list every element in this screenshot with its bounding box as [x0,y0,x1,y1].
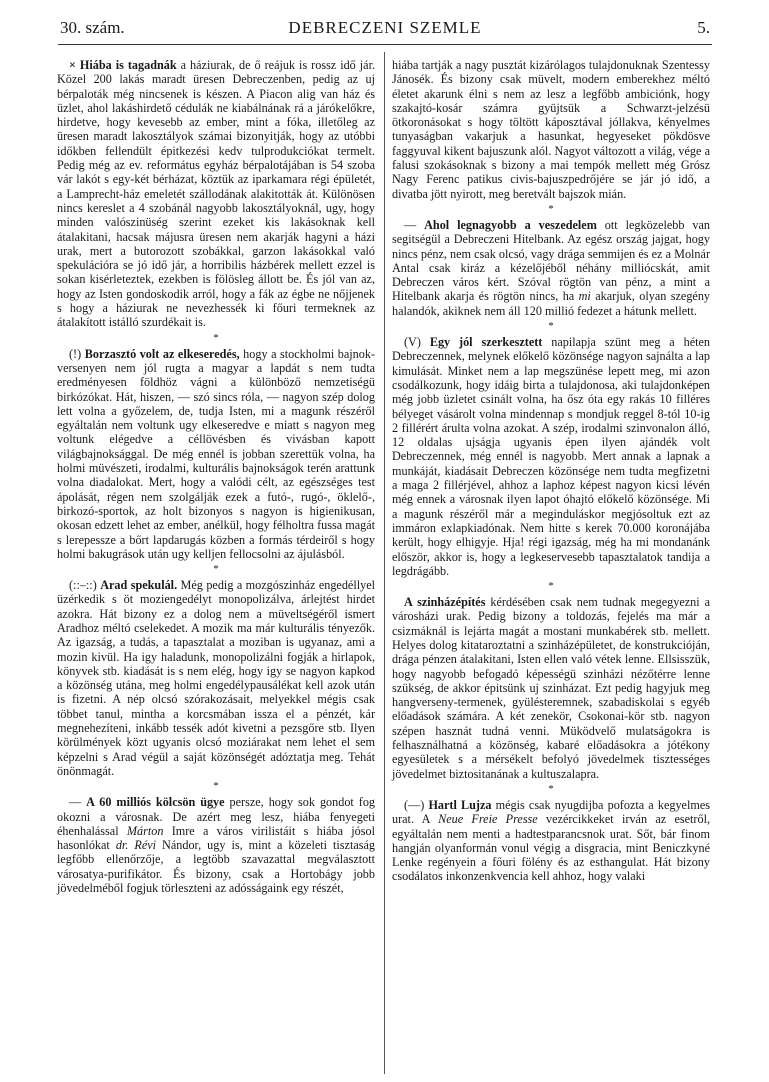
article-lead: Hartl Lujza [428,797,492,812]
article-body: mégis csak nyugdijba pofozta a kegyelmes urat. A [392,797,710,827]
article-body: Még pedig a mozgószinház engedéllyel üzérkedik s öt moziengedélyt monopolizálva, árlejtést hirdet azokra. Hát bizony ez a dolog nem a müveltségéről ismert Aradhoz méltó cselekedet. A mozik ma már kulturális tényezők. Az igazság, a tudás, a tapasztalat a moziban is ugyanaz, ami a mozin kivül. Ha igy haladunk, monopolizálni fogják a hirlapok, könyvek stb. kiadását is s nem elég, hogy igy se nagyon kapkod a közönség utána, meg holmi engedélypausálékat kell azok után is fizetni. A nép olcsó szórakozásait, melyekkel mégis csak többet tanul, mintha a korcsmában issza el a pénzét, kár megnehezíteni, inkább tessék adót kivetni a pezsgőre stb. Ilyen körülmények közt ugyanis olcsó moziárakat nem lehet el sem képzelni s Arad végül a saját közönségét adóztatja meg. Tehát önönmagát. [57,578,376,778]
article-lead: Arad spekulál. [100,578,178,593]
section-separator: * [548,580,554,593]
article-body: hogy a stockholmi bajnok-versenyen nem jól rugta a magyar a lapdát s nem tudta eredményesen földhöz vágni a különböző nemzetiségü birkózókat. Hát, hiszen, — szó sincs róla, — nagyon szép dolog lett volna a győzelem, de, tudja Isten, mi a magunk részéről egyáltalán nem voltunk ugy elkeseredve e miatt s nagyon meg voltunk elégedve a céllövésben és vivásban kapott világbajnoksággal. De még ennél is jobban szerettük volna, ha holmi müvészeti, irodalmi, kulturális bajnokságok terén arattunk volna diadalokat. Mert, hogy a valódi célt, az egészséges test ápolását, régen nem szolgálják ezek a futó-, rugó-, öklelő-, birkozó-sportok, az holt bizonyos s nagyon is higienikusan, okosan edzett lehet az ember, anélkül, hogy félholtra fussa magát s lerepessze a bőrt lapdarugás közben a formás térdeiről s hogy holmi bakugrások után ugy kelljen fellocsolni az ájulásból. [57,346,375,561]
person-name: Márton [126,823,164,838]
article-lead: A 60 milliós kölcsön ügye [86,795,225,810]
article-arad [57,578,375,778]
article-body: vezércikkeket irván az esetről, egyáltalán nem menti a hadtestparancsnok urat. Sőt, bár finom hangján olyanformán vonul végig a disgracia, mint Beniczkyné Lenke regényein a főuri fölény és az esthangulat. Hát bizony csodálatos inkonzenkvencia kell ahhoz, hogy valaki [392,812,711,884]
page-header [60,18,710,40]
article-prefix: (––) [404,797,429,812]
section-separator: * [548,782,554,795]
article-body: Nándor, ugy is, mint a közeleti tisztaság legfőbb ellenőrzője, a legtöbb szavazattal megválasztott városatya-purifikátor. És bizony, csak a Hortobágy jobb jövedelméből fogjuk törleszteni az adósságaink egy részét, [57,838,375,896]
article-prefix: — [404,217,425,232]
emphasis: mi [578,289,591,304]
newspaper-name: Neue Freie Presse [438,812,538,827]
article-hartl [392,798,710,884]
section-separator: * [213,780,219,793]
article-body: a háziurak, de ő reájuk is rossz idő jár. Közel 200 lakás maradt üresen Debreczenben, pedig az uj bérpaloták még nincsenek is készen. A Piacon alig van ház és üzlet, ahol lakáshirdető cédulák ne kiabálnának rá a járókelőkre, hirdetve, hogy kevesebb az ember, mint a fóka, illetőleg az üresen maradt lakosztályok számai bizonyitják, hogy az utóbbi időkben fellendült épitkezési kedv tulprodukciókat termelt. Pedig még az ev. református egyház bérpalotájában is 54 szoba vár lakót s egy-két bérházat, köztük az iparkamara régi épületét, a Lamprecht-ház emeletét szállodának alakitották át. Különösen nincs kereslet a 4 szobánál nagyobb lakosztályoknál, ugy, hogy minden valószinüség szerint ezeket kis lakásoknak kell átalakitani, hacsak májusra üresen nem akarják hagyni a házi urak, mert a butorozott szobákkal, garzon lakásokkal való spekulációra se jó idő jár, a horribilis házbérek mellett ezzel is sokan kisérleteztek, ezekben is fölösleg állott be. És jól van az, hogy az Isten gondoskodik arról, hogy a fák az égbe ne nőjjenek s hogy a háziurak ne nevezhessék ki főuri termeknek az átalakított istálló szurdékait is. [57,58,375,330]
article-lead: Ahol legnagyobb a veszedelem [424,217,597,232]
article-body: Imre a város virilistáit s hiába jósol hasonlókat [57,823,375,853]
article-kolcson [57,795,375,895]
article-prefix: — [69,795,87,810]
article-body: akarjuk, olyan szegény halandók, akiknek nem áll 120 millió fedezet a hátunk mellett. [392,289,711,318]
page-number: 5. [697,18,710,37]
section-separator: * [548,202,554,215]
article-lead: Borzasztó volt az elkeseredés, [84,346,240,361]
article-lead: A szinházépítés [404,595,486,610]
article-prefix: (!) [69,346,85,361]
column-divider [384,52,385,1074]
section-separator: * [213,331,219,344]
article-body: persze, hogy sok gondot fog okozni a városnak. De azért meg lesz, hiába fenyegeti éhenhalással [57,795,376,838]
issue-number: 30. szám. [60,18,125,37]
section-separator: * [548,320,554,333]
article-napilap [392,335,710,578]
article-body: kérdésében csak nem tudnak megegyezni a városházi urak. Pedig bizony a toldozás, fejelés ma már a csizmáknál is lejárta magát a mostani munkabérek stb. mellett. Helyes dolog kitataroztatni a szinházépületet, de konstrukcióján, drága pénzen átalakitani, Isten ellen való vétek lenne. Ellsisszük, hogy nagyobb befogadó képességü szinházi nézőtérre lenne szükség, de akkor épitsünk uj szinházat. Ezt pedig hagyjuk meg hangverseny-termenek, gyülésteremnek, szabadiskolai s egyéb előadások számára. A két zenekör, Csokonai-kör stb. nagyon szépen hasznát tudná venni. Müködvelő mulatságokra is felhasználhatná a közönség, kabaré előadásokra a jótékony egyesületek s a mérsékelt befolyó jövedelmek tisztességes jövedelmet biztositanának a kultuszalapra. [392,595,710,781]
article-body: ott legközelebb van segitségül a Debreczeni Hitelbank. Az egész ország jajgat, hogy nincs pénz, nem csak olcsó, vagy drága semmijen és ez a Molnár Antal csak kiráz a kézelőjéből néhány milliócskát, amit Debreczen város kért. Szóval rögtön van pénz, a mint a Hitelbank akarja és rögtön nincs, ha [392,217,711,304]
article-lead: × Hiába is tagadnák [69,58,177,72]
article-lead: Egy jól szerkesztett [429,335,543,350]
section-separator: * [213,563,219,576]
article-borzaszto [57,347,375,561]
article-szinhaz [392,595,710,781]
article-prefix: (::–::) [69,578,101,593]
header-rule [58,44,712,45]
article-hiaba [57,58,375,330]
article-body: napilapja szünt meg a héten Debreczennek, melynek előkelő közönsége nagyon sajnálta a lap kimulását. Minket nem a lap megszünése lepett meg, mi azon csodálkozunk, hogy idáig birta a tulajdonosa, aki tulajdonképen még jobb üzletet csinált volna, ha ősz óta egy rakás 10 filléres bélyeget vásárolt volna mindennap s mondjuk reggel 8-tól 10-ig 2 fillérért árulta volna azokat. A szép, irodalmi szinvonalon álló, 12 oldalas ujságja ugyanis épen ilyen ajándék volt Debreczennek, még ennél is nagyobb. Mert annak a lapnak a munkáját, kiadásait Debreczen közönsége nem tudta megfizetni a maga 2 fillérjével, ahhoz a laphoz képest nagyon kicsi lévén még ennek a városnak ilyen lapot óhajtó előkelő közönsége. Mi a magunk részéről már a meginduláskor megjósoltuk ezt az immáron exlapkiadónak. Nem hitte s kerek 70.000 koronájába került, hogy elhigyje. Hja! régi igazság, még ha mi mondanánk először, akkor is, hogy a legkeservesebb tapasztalatok tandija a legdrágább. [392,335,710,578]
person-name: dr. Révi [115,838,157,853]
publication-title: DEBRECZENI SZEMLE [288,18,482,37]
left-column [57,58,375,897]
article-hitelbank [392,218,710,318]
article-prefix: (V) [404,335,430,350]
right-column [392,58,710,886]
article-kolcson-continued: hiába tartják a nagy pusztát kizárólagos tulajdonuknak Szentessy Jánosék. És bizony csak müvelt, modern emberekhez méltó életet akarunk élni s nem az lesz a legfőbb ambiciónk, hogy szakajtó-kosár számra gyüjtsük a Schwarzt-jelzésü ötkoronásokat s hogy töltött káposztával jóllakva, kényelmes tunyaságban vakarjuk a hasunkat, hegyeseket pökdösve faggyuval kikent bajuszunk alól. Nagyot változott a világ, vége a falusi szokásoknak s bizony a mai tempók mellett még Grósz Nagy Ferenc patikus civis-bajuszpedrőjére se jár jó idő, a divatba jött nyirott, meg beretvált bajszok mián. [392,58,710,201]
